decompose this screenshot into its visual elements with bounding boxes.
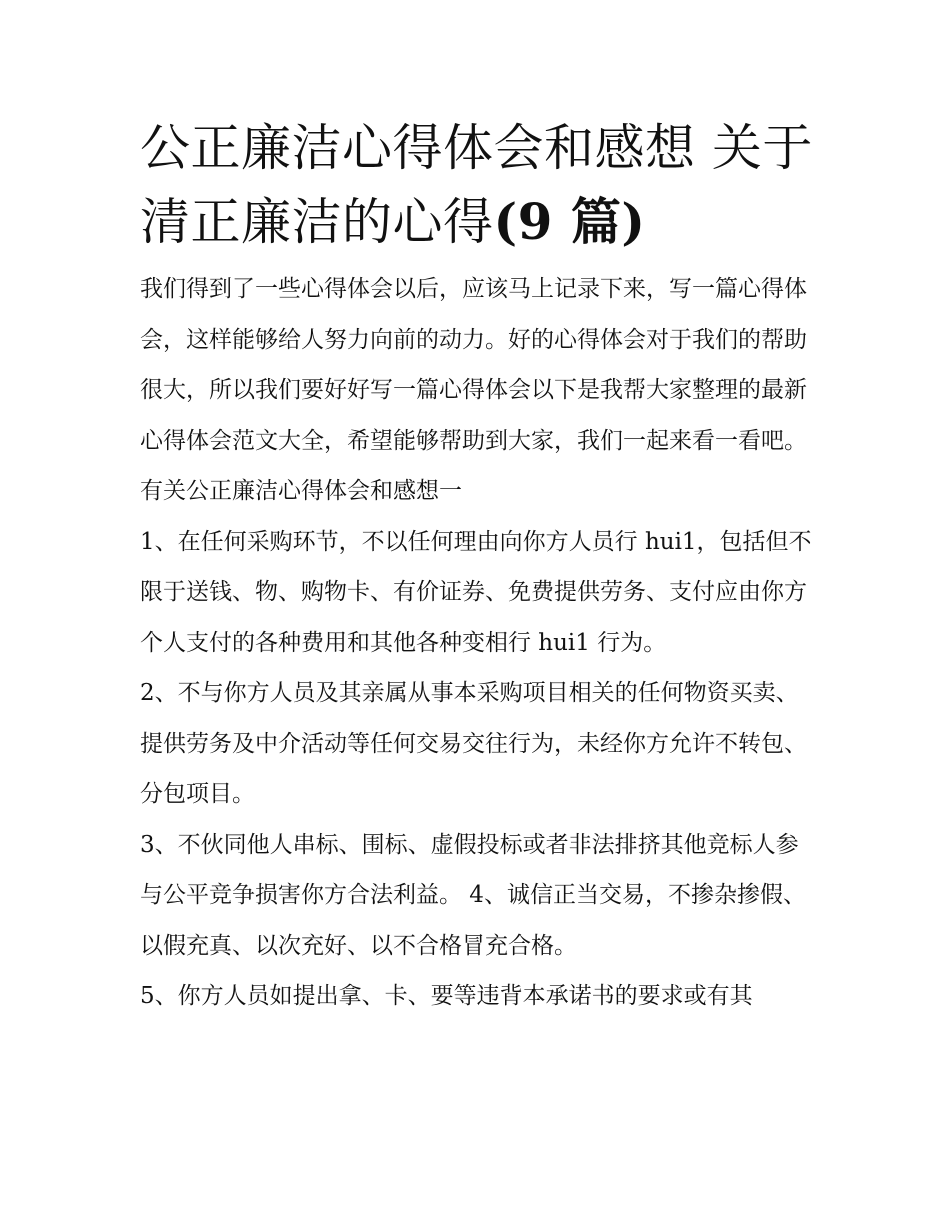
- document-title: [140, 112, 820, 259]
- document-page: [140, 112, 820, 1022]
- list-item-5: 5、你方人员如提出拿、卡、要等违背本承诺书的要求或有其: [140, 983, 753, 1009]
- list-item-3-4: 3、不伙同他人串标、围标、虚假投标或者非法排挤其他竞标人参与公平竞争损害你方合法利益。 4、诚信正当交易，不掺杂掺假、以假充真、以次充好、以不合格冒充合格。: [140, 831, 806, 959]
- title-main: 公正廉洁心得体会和感想 关于清正廉洁的心得: [140, 119, 813, 251]
- list-item-1: 1、在任何采购环节，不以任何理由向你方人员行 hui1，包括但不限于送钱、物、购物卡、有价证券、免费提供劳务、支付应由你方个人支付的各种费用和其他各种变相行 hui1 行为。: [140, 528, 812, 656]
- title-count: (9 篇): [493, 192, 646, 251]
- intro-paragraph: 我们得到了一些心得体会以后，应该马上记录下来，写一篇心得体会，这样能够给人努力向前的动力。好的心得体会对于我们的帮助很大，所以我们要好好写一篇心得体会以下是我帮大家整理的最新心得体会范文大全，希望能够帮助到大家，我们一起来看一看吧。: [140, 276, 807, 454]
- section-heading: 有关公正廉洁心得体会和感想一: [140, 478, 462, 504]
- list-item-2: 2、不与你方人员及其亲属从事本采购项目相关的任何物资买卖、提供劳务及中介活动等任何交易交往行为，未经你方允许不转包、分包项目。: [140, 680, 807, 807]
